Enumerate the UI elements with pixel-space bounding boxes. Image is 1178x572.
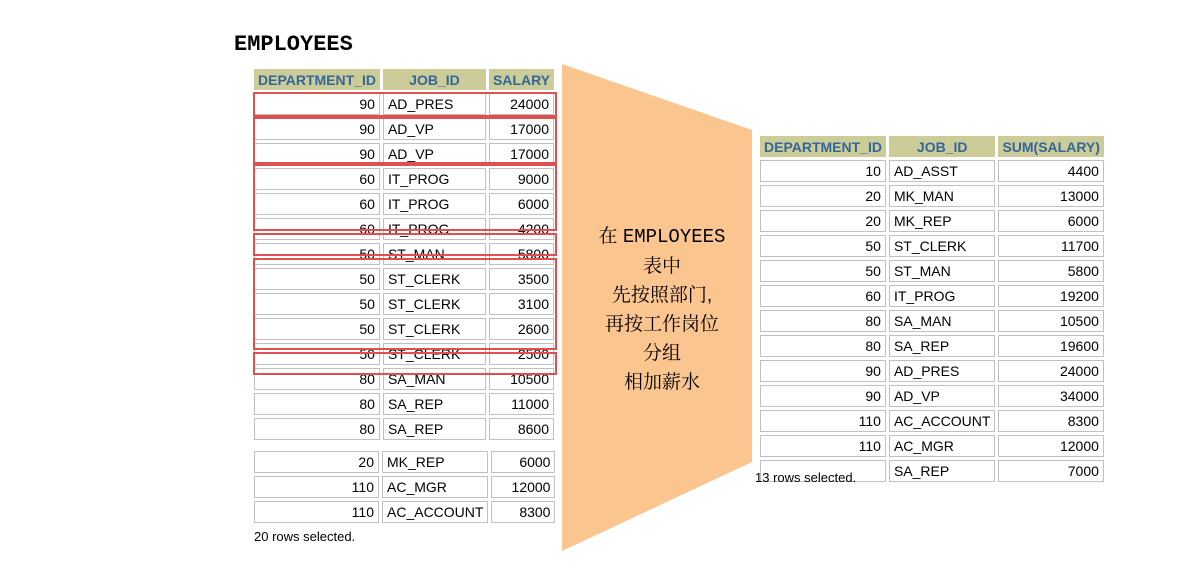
table-row — [760, 410, 1104, 432]
cell-salary: 12000 — [491, 476, 555, 498]
cell-job-id: SA_REP — [889, 335, 995, 357]
callout-line-4: 再按工作岗位 — [604, 314, 719, 335]
cell-job-id: AD_VP — [383, 143, 486, 165]
cell-job-id: SA_REP — [383, 393, 486, 415]
cell-department-id: 50 — [254, 318, 380, 340]
cell-job-id: ST_CLERK — [889, 235, 995, 257]
table-row — [254, 451, 555, 473]
table-row — [760, 285, 1104, 307]
cell-department-id: 80 — [760, 310, 886, 332]
cell-salary: 8600 — [489, 418, 554, 440]
cell-department-id: 90 — [254, 143, 380, 165]
table-row — [254, 393, 554, 415]
cell-department-id: 90 — [254, 118, 380, 140]
cell-salary: 5800 — [998, 260, 1103, 282]
cell-job-id: IT_PROG — [383, 193, 486, 215]
cell-job-id: AD_PRES — [383, 93, 486, 115]
table-header-row — [254, 69, 554, 90]
left-rows-selected: 20 rows selected. — [254, 529, 356, 544]
right-rows-selected: 13 rows selected. — [755, 470, 857, 485]
cell-job-id: SA_REP — [889, 460, 995, 482]
cell-salary: 24000 — [489, 93, 554, 115]
callout-line-6: 相加薪水 — [623, 372, 700, 393]
table-row — [760, 310, 1104, 332]
cell-job-id: AC_ACCOUNT — [889, 410, 995, 432]
table-row — [760, 210, 1104, 232]
cell-department-id: 50 — [254, 343, 380, 365]
cell-salary: 4200 — [489, 218, 554, 240]
cell-department-id: 110 — [254, 476, 379, 498]
cell-job-id: IT_PROG — [383, 218, 486, 240]
cell-department-id: 50 — [760, 235, 886, 257]
cell-job-id: AD_ASST — [889, 160, 995, 182]
cell-job-id: AC_MGR — [889, 435, 995, 457]
column-header-job-id: JOB_ID — [383, 69, 486, 90]
cell-department-id: 90 — [760, 385, 886, 407]
cell-department-id: 80 — [760, 335, 886, 357]
table-row — [254, 501, 555, 523]
cell-department-id: 50 — [254, 243, 380, 265]
callout-line-5: 分组 — [642, 343, 681, 364]
callout-text — [587, 222, 737, 397]
table-row — [760, 260, 1104, 282]
cell-department-id: 110 — [760, 410, 886, 432]
cell-salary: 8300 — [491, 501, 555, 523]
table-row — [760, 235, 1104, 257]
cell-job-id: ST_MAN — [889, 260, 995, 282]
group-highlight-it-prog — [253, 164, 557, 231]
table-header-row — [760, 136, 1104, 157]
cell-salary: 2600 — [489, 318, 554, 340]
cell-department-id: 20 — [254, 451, 379, 473]
cell-department-id: 80 — [254, 418, 380, 440]
cell-department-id: 80 — [254, 368, 380, 390]
cell-job-id: IT_PROG — [383, 168, 486, 190]
table-row — [760, 335, 1104, 357]
callout-line-1-prefix: 在 — [598, 226, 618, 247]
cell-department-id: 60 — [254, 218, 380, 240]
cell-salary: 3100 — [489, 293, 554, 315]
cell-salary: 19200 — [998, 285, 1103, 307]
cell-salary: 11000 — [489, 393, 554, 415]
column-header-job-id: JOB_ID — [889, 136, 995, 157]
cell-salary: 10500 — [489, 368, 554, 390]
cell-salary: 19600 — [998, 335, 1103, 357]
page-title: EMPLOYEES — [234, 32, 353, 57]
cell-department-id: 20 — [760, 185, 886, 207]
cell-job-id: AD_PRES — [889, 360, 995, 382]
cell-salary: 11700 — [998, 235, 1103, 257]
cell-job-id: ST_CLERK — [383, 318, 486, 340]
cell-job-id: ST_CLERK — [383, 293, 486, 315]
cell-job-id: IT_PROG — [889, 285, 995, 307]
cell-department-id: 50 — [254, 268, 380, 290]
table-row — [760, 185, 1104, 207]
group-highlight-st-man — [253, 233, 557, 256]
cell-job-id: AC_MGR — [382, 476, 488, 498]
cell-department-id: 90 — [254, 93, 380, 115]
cell-salary: 9000 — [489, 168, 554, 190]
group-highlight-sa-man — [253, 352, 557, 375]
cell-salary: 13000 — [998, 185, 1103, 207]
cell-salary: 3500 — [489, 268, 554, 290]
cell-salary: 5800 — [489, 243, 554, 265]
cell-salary: 34000 — [998, 385, 1103, 407]
table-row — [254, 476, 555, 498]
cell-department-id: 20 — [760, 210, 886, 232]
cell-department-id: 60 — [760, 285, 886, 307]
column-header-salary: SALARY — [489, 69, 554, 90]
cell-salary: 17000 — [489, 143, 554, 165]
callout-line-1 — [587, 222, 737, 252]
cell-department-id: 110 — [760, 435, 886, 457]
table-row — [760, 435, 1104, 457]
cell-job-id: AD_VP — [383, 118, 486, 140]
cell-department-id: 110 — [254, 501, 379, 523]
cell-salary: 17000 — [489, 118, 554, 140]
column-header-department-id: DEPARTMENT_ID — [254, 69, 380, 90]
cell-salary: 4400 — [998, 160, 1103, 182]
cell-salary: 8300 — [998, 410, 1103, 432]
cell-salary: 2500 — [489, 343, 554, 365]
cell-job-id: AD_VP — [889, 385, 995, 407]
cell-salary: 10500 — [998, 310, 1103, 332]
group-highlight-ad-pres — [253, 92, 557, 117]
cell-job-id: MK_MAN — [889, 185, 995, 207]
callout-table-name: EMPLOYEES — [622, 226, 726, 248]
grouped-result-table — [757, 133, 1107, 485]
callout-line-3: 先按照部门, — [611, 285, 713, 306]
cell-department-id: 50 — [760, 260, 886, 282]
cell-job-id: ST_CLERK — [383, 343, 486, 365]
employees-table-continued — [251, 448, 558, 526]
cell-department-id: 10 — [760, 160, 886, 182]
cell-salary: 6000 — [489, 193, 554, 215]
cell-department-id: 60 — [254, 193, 380, 215]
cell-salary: 6000 — [491, 451, 555, 473]
table-row — [760, 385, 1104, 407]
cell-department-id: 50 — [254, 293, 380, 315]
table-row — [254, 418, 554, 440]
cell-department-id: 60 — [254, 168, 380, 190]
group-highlight-ad-vp — [253, 117, 557, 164]
column-header-department-id: DEPARTMENT_ID — [760, 136, 886, 157]
column-header-sum-salary: SUM(SALARY) — [998, 136, 1103, 157]
cell-job-id: SA_REP — [383, 418, 486, 440]
table-row — [760, 160, 1104, 182]
table-row — [760, 360, 1104, 382]
cell-department-id: 80 — [254, 393, 380, 415]
cell-salary: 6000 — [998, 210, 1103, 232]
cell-salary: 24000 — [998, 360, 1103, 382]
cell-job-id: SA_MAN — [889, 310, 995, 332]
cell-job-id: ST_CLERK — [383, 268, 486, 290]
cell-job-id: SA_MAN — [383, 368, 486, 390]
cell-job-id: MK_REP — [382, 451, 488, 473]
callout-line-2: 表中 — [642, 256, 681, 277]
cell-salary: 12000 — [998, 435, 1103, 457]
cell-salary: 7000 — [998, 460, 1103, 482]
group-highlight-st-clerk — [253, 258, 557, 350]
cell-job-id: AC_ACCOUNT — [382, 501, 488, 523]
cell-job-id: MK_REP — [889, 210, 995, 232]
cell-job-id: ST_MAN — [383, 243, 486, 265]
cell-department-id: 90 — [760, 360, 886, 382]
